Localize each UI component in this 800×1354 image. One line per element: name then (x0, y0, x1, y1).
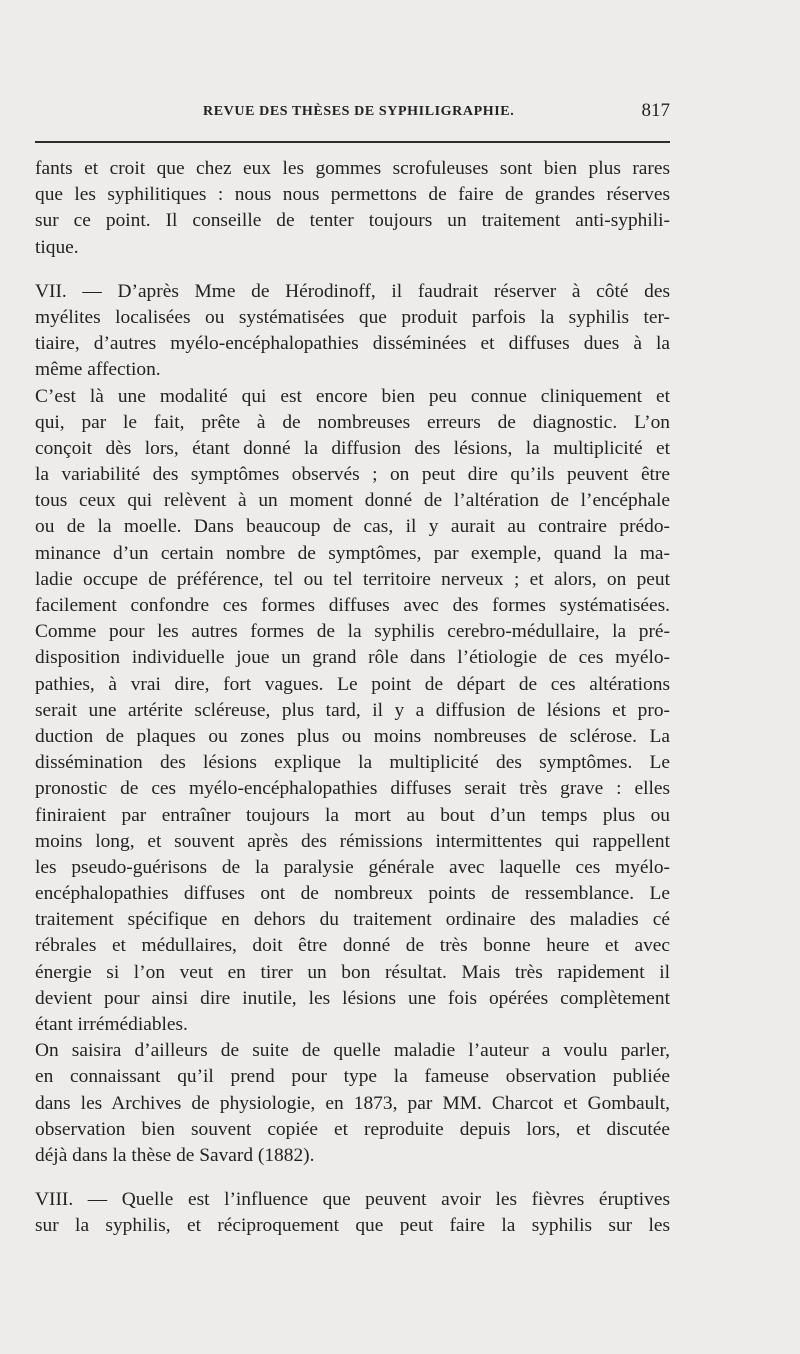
text-line: conçoit dès lors, étant donné la diffusion des lésions, la multiplicité et (35, 437, 670, 459)
text-line: VIII. — Quelle est l’influence que peuvent avoir les fièvres éruptives (35, 1189, 670, 1211)
text-line: traitement spécifique en dehors du traitement ordinaire des maladies cé (35, 909, 670, 931)
paragraph-gap (35, 1169, 670, 1187)
text-line: ladie occupe de préférence, tel ou tel territoire nerveux ; et alors, on peut (35, 568, 670, 590)
text-line: énergie si l’on veut en tirer un bon résultat. Mais très rapidement il (35, 961, 670, 983)
text-line: les pseudo-guérisons de la paralysie générale avec laquelle ces myélo- (35, 856, 670, 878)
running-title: REVUE DES THÈSES DE SYPHILIGRAPHIE. (203, 104, 515, 119)
paragraph-gap (35, 261, 670, 279)
text-line: dissémination des lésions explique la multiplicité des symptômes. Le (35, 752, 670, 774)
text-line: Comme pour les autres formes de la syphilis cerebro-médullaire, la pré- (35, 621, 670, 643)
text-line: sur la syphilis, et réciproquement que peut faire la syphilis sur les (35, 1215, 670, 1237)
text-line: fants et croit que chez eux les gommes scrofuleuses sont bien plus rares (35, 158, 670, 179)
page-number: 817 (641, 100, 670, 121)
text-line: devient pour ainsi dire inutile, les lésions une fois opérées complètement (35, 987, 670, 1009)
text-line: même affection. (35, 359, 161, 381)
text-line: la variabilité des symptômes observés ; on peut dire qu’ils peuvent être (35, 464, 670, 486)
text-line: tiaire, d’autres myélo-encéphalopathies disséminées et diffuses dues à la (35, 333, 670, 355)
text-line: tique. (35, 236, 79, 258)
text-line: déjà dans la thèse de Savard (1882). (35, 1144, 315, 1166)
text-line: tous ceux qui relèvent à un moment donné de l’altération de l’encéphale (35, 490, 670, 512)
text-line: que les syphilitiques : nous nous permettons de faire de grandes réserves (35, 184, 670, 206)
text-line: C’est là une modalité qui est encore bien peu connue cliniquement et (35, 385, 670, 407)
text-line: en connaissant qu’il prend pour type la fameuse observation publiée (35, 1066, 670, 1088)
text-line: VII. — D’après Mme de Hérodinoff, il faudrait réserver à côté des (35, 280, 670, 302)
header-rule (35, 141, 670, 143)
text-line: serait une artérite scléreuse, plus tard, il y a diffusion de lésions et pro- (35, 699, 670, 721)
text-line: rébrales et médullaires, doit être donné de très bonne heure et avec (35, 935, 670, 957)
text-line: moins long, et souvent après des rémissions intermittentes qui rappellent (35, 830, 670, 852)
text-line: duction de plaques ou zones plus ou moins nombreuses de sclérose. La (35, 725, 670, 747)
text-line: myélites localisées ou systématisées que produit parfois la syphilis ter- (35, 306, 670, 328)
text-line: dans les Archives de physiologie, en 1873, par MM. Charcot et Gombault, (35, 1092, 670, 1114)
running-header (35, 100, 670, 128)
body-text (35, 156, 670, 1240)
text-line: pathies, à vrai dire, fort vagues. Le point de départ de ces altérations (35, 673, 670, 695)
text-line: disposition individuelle joue un grand rôle dans l’étiologie de ces myélo- (35, 647, 670, 669)
text-line: observation bien souvent copiée et reproduite depuis lors, et discutée (35, 1118, 670, 1140)
text-line: étant irrémédiables. (35, 1014, 188, 1035)
text-line: qui, par le fait, prête à de nombreuses erreurs de diagnostic. L’on (35, 411, 670, 433)
text-line: On saisira d’ailleurs de suite de quelle maladie l’auteur a voulu parler, (35, 1040, 670, 1062)
text-line: encéphalopathies diffuses ont de nombreux points de ressemblance. Le (35, 883, 670, 905)
text-line: pronostic de ces myélo-encéphalopathies diffuses serait très grave : elles (35, 778, 670, 800)
text-line: facilement confondre ces formes diffuses avec des formes systématisées. (35, 595, 670, 616)
text-line: finiraient par entraîner toujours la mort au bout d’un temps plus ou (35, 804, 670, 826)
text-line: sur ce point. Il conseille de tenter toujours un traitement anti-syphili- (35, 210, 670, 232)
text-line: ou de la moelle. Dans beaucoup de cas, il y aurait au contraire prédo- (35, 516, 670, 538)
text-line: minance d’un certain nombre de symptômes, par exemple, quand la ma- (35, 542, 670, 564)
